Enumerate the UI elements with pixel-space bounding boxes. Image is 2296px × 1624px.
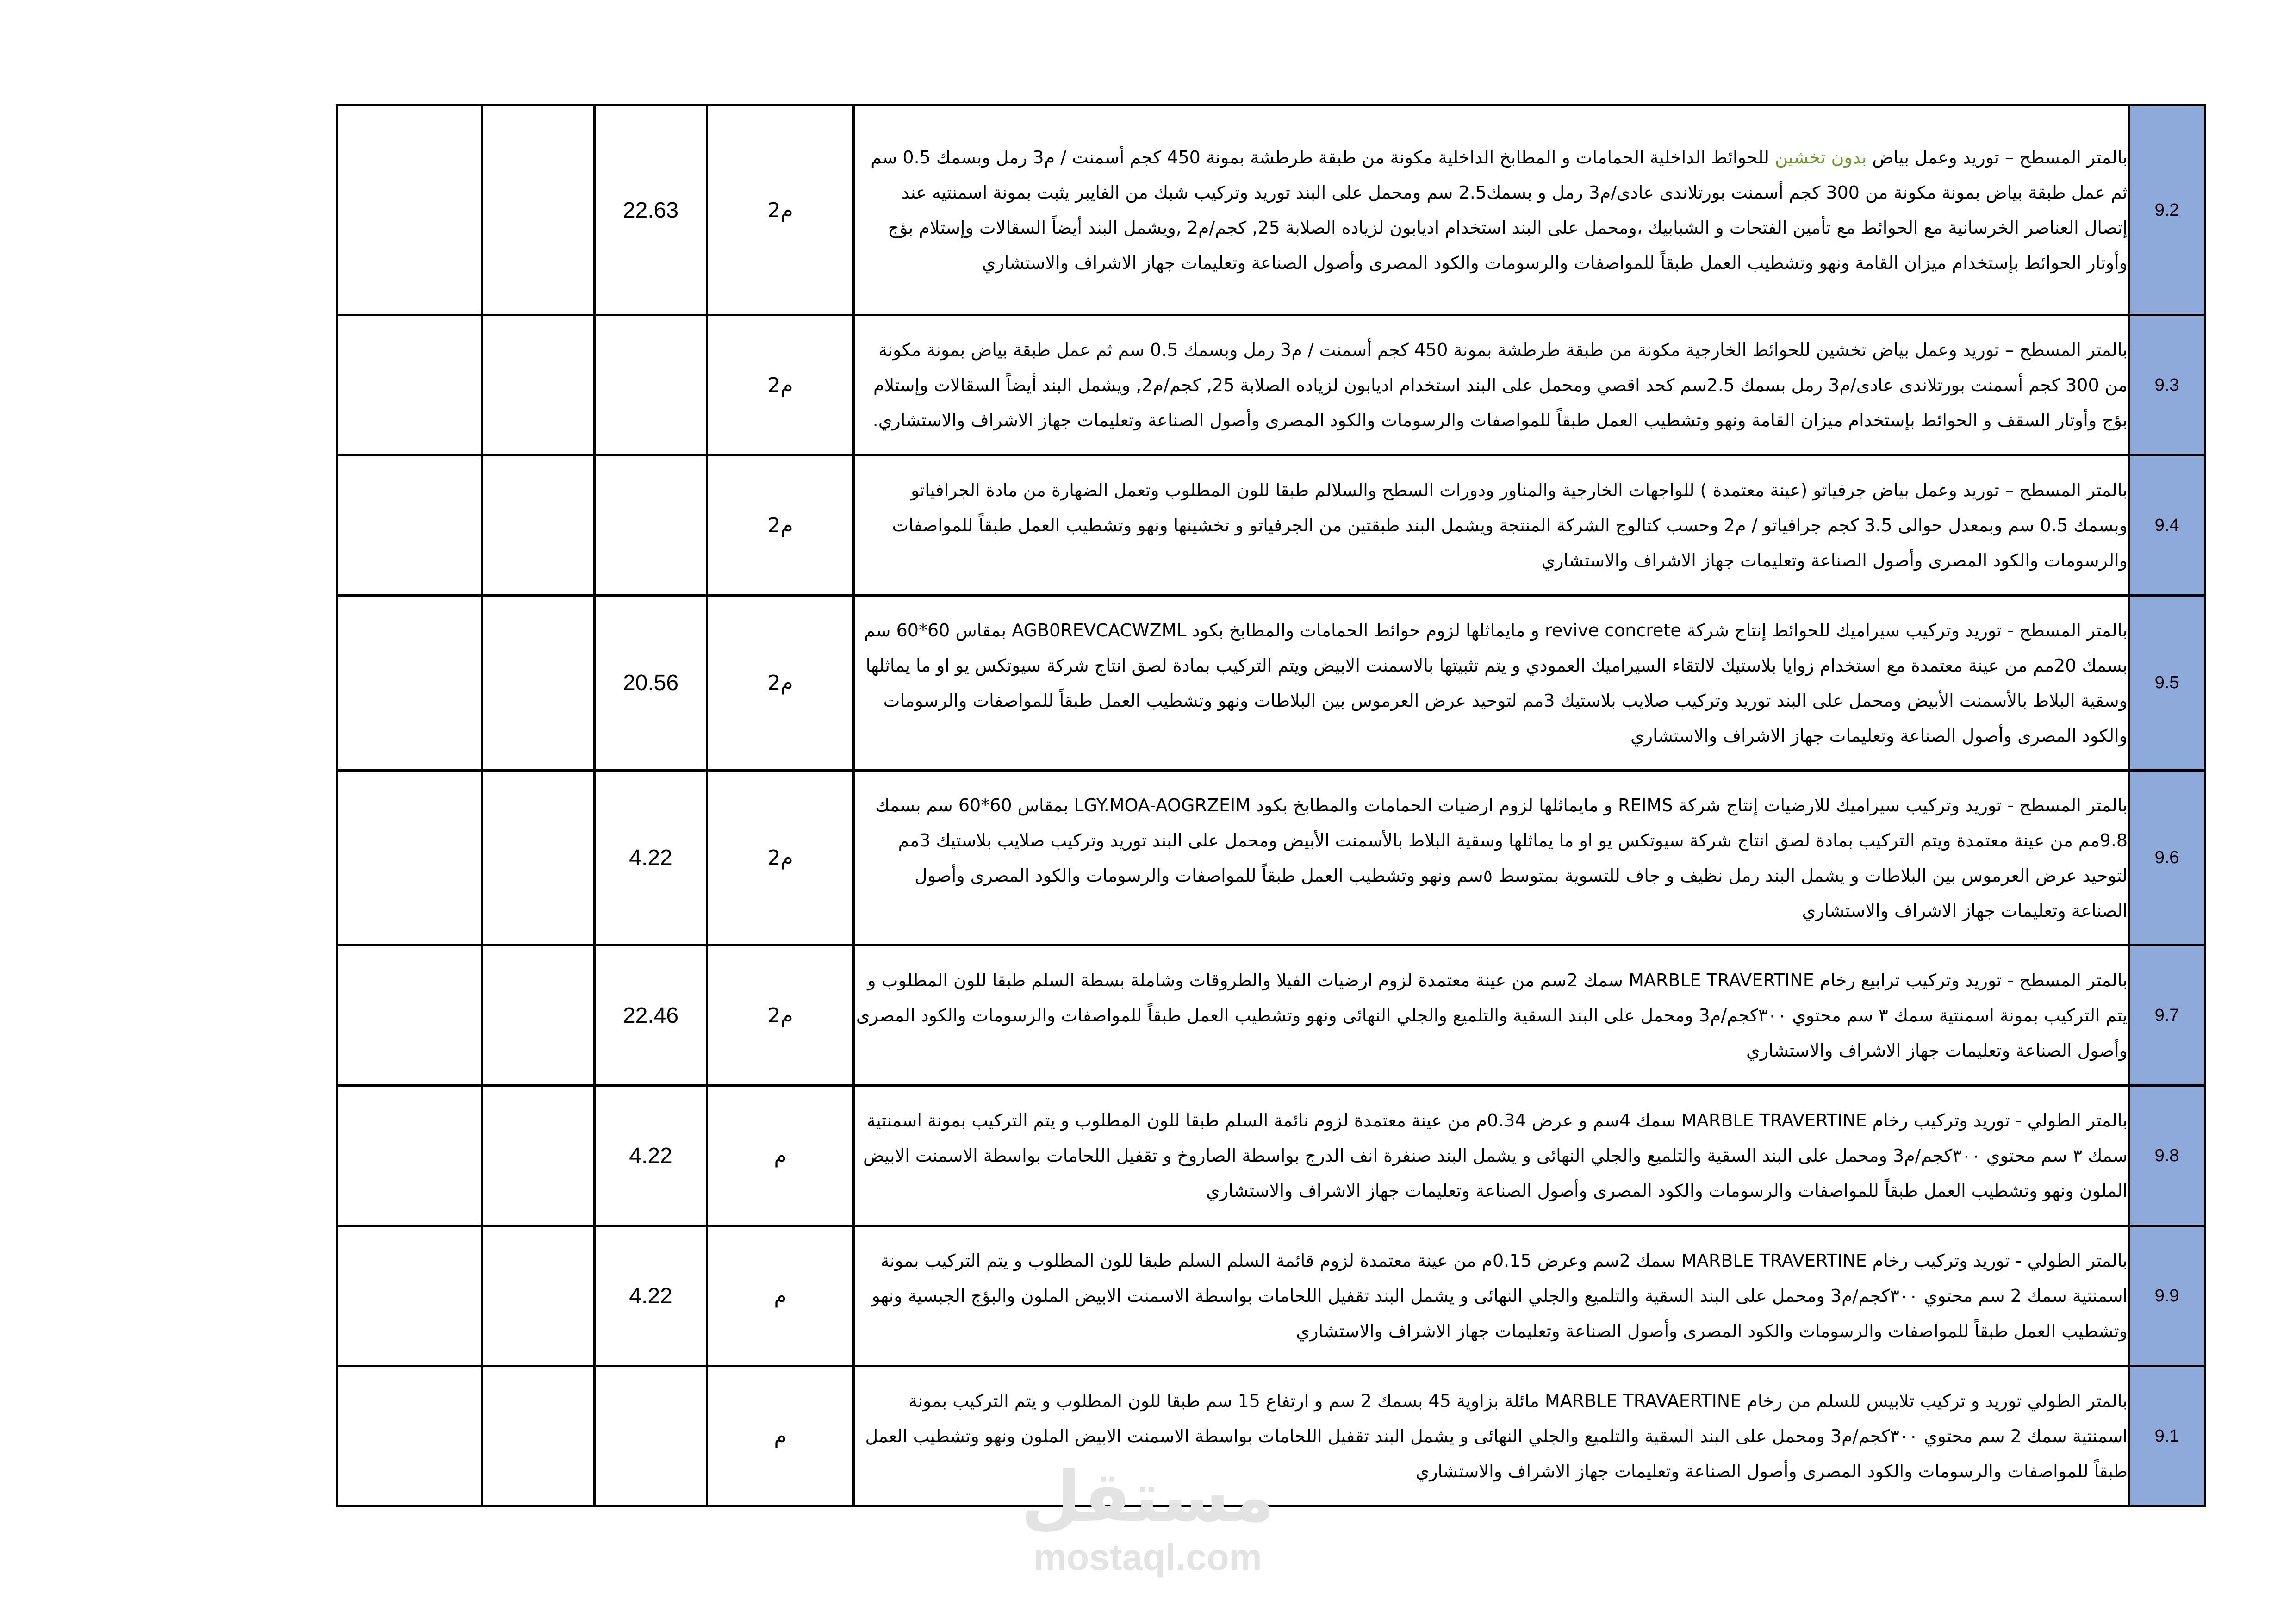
price-cell xyxy=(482,1226,595,1366)
unit-cell: م2 xyxy=(707,596,854,771)
total-cell xyxy=(337,455,482,596)
price-cell xyxy=(482,455,595,596)
item-code-cell: 9.6 xyxy=(2129,771,2205,946)
description-cell xyxy=(854,771,2129,946)
description-text: بالمتر الطولي توريد و تركيب تلابيس للسلم من رخام MARBLE TRAVAERTINE مائلة بزاوية 45 بسمك 2 سم و ارتفاع 15 سم طبقا للون المطلوب و يتم التركيب بمونة اسمنتية سمك 2 سم محتوي ٣٠٠كجم/م3 ومحمل على البند السقية والتلميع والجلي النهائى و يشمل البند تقفيل اللحامات بواسطة الاسمنت الابيض الملون ونهو وتشطيب العمل طبقاً للمواصفات والرسومات والكود المصرى وأصول الصناعة وتعليمات جهاز الاشراف والاستشاري xyxy=(865,1391,2128,1481)
item-code-cell: 9.5 xyxy=(2129,596,2205,771)
description-cell xyxy=(854,1086,2129,1226)
table-row xyxy=(337,106,2205,315)
description-text: بالمتر الطولي - توريد وتركيب رخام MARBLE TRAVERTINE سمك 2سم وعرض 0.15م من عينة معتمدة لزوم قائمة السلم السلم طبقا للون المطلوب و يتم التركيب بمونة اسمنتية سمك 2 سم محتوي ٣٠٠كجم/م3 ومحمل على البند السقية والتلميع والجلي النهائى و يشمل البند تقفيل اللحامات بواسطة الاسمنت الابيض الملون والبؤج الجبسية ونهو وتشطيب العمل طبقاً للمواصفات والرسومات والكود المصرى وأصول الصناعة وتعليمات جهاز الاشراف والاستشاري xyxy=(871,1251,2128,1341)
total-cell xyxy=(337,771,482,946)
price-cell xyxy=(482,946,595,1086)
total-cell xyxy=(337,1366,482,1506)
item-code-cell: 9.1 xyxy=(2129,1366,2205,1506)
quantity-cell: 22.63 xyxy=(595,106,707,315)
unit-cell: م xyxy=(707,1366,854,1506)
watermark-arabic: مستقل xyxy=(1020,1457,1275,1537)
description-text: بالمتر المسطح – توريد وعمل بياض xyxy=(1867,147,2128,168)
table-row xyxy=(337,1086,2205,1226)
price-cell xyxy=(482,315,595,455)
description-text: بالمتر المسطح – توريد وعمل بياض تخشين للحوائط الخارجية مكونة من طبقة طرطشة بمونة 450 كجم أسمنت / م3 رمل وبسمك 0.5 سم ثم عمل طبقة بياض بمونة مكونة من 300 كجم أسمنت بورتلاندى عادى/م3 رمل بسمك 2.5سم كحد اقصي ومحمل على البند استخدام اديابون لزياده الصلابة 25, كجم/م2, ويشمل البند أيضاً السقالات وإستلام بؤج وأوتار السقف و الحوائط بإستخدام ميزان القامة ونهو وتشطيب العمل طبقاً للمواصفات والرسومات والكود المصرى وأصول الصناعة وتعليمات جهاز الاشراف والاستشاري. xyxy=(872,340,2128,430)
description-text-cont: للحوائط الداخلية الحمامات و المطابخ الداخلية مكونة من طبقة طرطشة بمونة 450 كجم أسمنت / م3 رمل وبسمك 0.5 سم ثم عمل طبقة بياض بمونة مكونة من 300 كجم أسمنت بورتلاندى عادى/م3 رمل و بسمك2.5 سم ومحمل على البند توريد وتركيب شبك من الفايبر يثبت بمونة اسمنتيه عند إتصال العناصر الخرسانية مع الحوائط مع تأمين الفتحات و الشبابيك ،ومحمل على البند استخدام اديابون لزياده الصلابة 25, كجم/م2 ,ويشمل البند أيضاً السقالات وإستلام بؤج وأوتار الحوائط بإستخدام ميزان القامة ونهو وتشطيب العمل طبقاً للمواصفات والرسومات والكود المصرى وأصول الصناعة وتعليمات جهاز الاشراف والاستشاري xyxy=(871,147,2128,273)
watermark-latin: mostaql.com xyxy=(1033,1537,1262,1578)
unit-cell: م2 xyxy=(707,455,854,596)
description-text: بالمتر المسطح - توريد وتركيب سيراميك للارضيات إنتاج شركة REIMS و مايماثلها لزوم ارضيات الحمامات والمطابخ بكود LGY.MOA-AOGRZEIM بمقاس 60*60 سم بسمك 9.8مم من عينة معتمدة ويتم التركيب بمادة لصق انتاج شركة سيوتكس يو او ما يماثلها وسقية البلاط بالأسمنت الأبيض ومحمل على البند توريد وتركيب صلايب بلاستيك 3مم لتوحيد عرض العرموس بين البلاطات و يشمل البند رمل نظيف و جاف للتسوية بمتوسط ٥سم ونهو وتشطيب العمل طبقاً للمواصفات والرسومات والكود المصرى وأصول الصناعة وتعليمات جهاز الاشراف والاستشاري xyxy=(875,795,2128,921)
unit-cell: م xyxy=(707,1086,854,1226)
description-cell xyxy=(854,1366,2129,1506)
quantity-cell: 4.22 xyxy=(595,1226,707,1366)
total-cell xyxy=(337,1226,482,1366)
quantity-cell: 4.22 xyxy=(595,1086,707,1226)
table-row xyxy=(337,771,2205,946)
item-code-cell: 9.2 xyxy=(2129,106,2205,315)
total-cell xyxy=(337,315,482,455)
description-text: بالمتر المسطح - توريد وتركيب ترابيع رخام MARBLE TRAVERTINE سمك 2سم من عينة معتمدة لزوم ارضيات الفيلا والطروقات وشاملة بسطة السلم طبقا للون المطلوب و يتم التركيب بمونة اسمنتية سمك ٣ سم محتوي ٣٠٠كجم/م3 ومحمل على البند السقية والتلميع والجلي النهائى ونهو وتشطيب العمل طبقاً للمواصفات والرسومات والكود المصرى وأصول الصناعة وتعليمات جهاز الاشراف والاستشاري xyxy=(856,970,2128,1061)
quantity-cell: 22.46 xyxy=(595,946,707,1086)
price-cell xyxy=(482,771,595,946)
unit-cell: م xyxy=(707,1226,854,1366)
total-cell xyxy=(337,946,482,1086)
boq-table xyxy=(336,104,2206,1507)
table-row xyxy=(337,315,2205,455)
description-cell xyxy=(854,455,2129,596)
description-cell xyxy=(854,1226,2129,1366)
unit-cell: م2 xyxy=(707,106,854,315)
quantity-cell xyxy=(595,1366,707,1506)
item-code-cell: 9.4 xyxy=(2129,455,2205,596)
table-row xyxy=(337,1226,2205,1366)
price-cell xyxy=(482,596,595,771)
table-row xyxy=(337,596,2205,771)
table-row xyxy=(337,455,2205,596)
table-row xyxy=(337,946,2205,1086)
total-cell xyxy=(337,106,482,315)
table-row xyxy=(337,1366,2205,1506)
price-cell xyxy=(482,106,595,315)
description-cell xyxy=(854,946,2129,1086)
description-highlight: بدون تخشين xyxy=(1775,147,1867,168)
unit-cell: م2 xyxy=(707,946,854,1086)
unit-cell: م2 xyxy=(707,315,854,455)
item-code-cell: 9.3 xyxy=(2129,315,2205,455)
description-cell xyxy=(854,106,2129,315)
item-code-cell: 9.7 xyxy=(2129,946,2205,1086)
quantity-cell: 20.56 xyxy=(595,596,707,771)
total-cell xyxy=(337,1086,482,1226)
description-text: بالمتر الطولي - توريد وتركيب رخام MARBLE TRAVERTINE سمك 4سم و عرض 0.34م من عينة معتمدة لزوم نائمة السلم طبقا للون المطلوب و يتم التركيب بمونة اسمنتية سمك ٣ سم محتوي ٣٠٠كجم/م3 ومحمل على البند السقية والتلميع والجلي النهائى و يشمل البند صنفرة انف الدرج بواسطة الصاروخ و تقفيل اللحامات بواسطة الاسمنت الابيض الملون ونهو وتشطيب العمل طبقاً للمواصفات والرسومات والكود المصرى وأصول الصناعة وتعليمات جهاز الاشراف والاستشاري xyxy=(863,1110,2128,1201)
unit-cell: م2 xyxy=(707,771,854,946)
description-text: بالمتر المسطح - توريد وتركيب سيراميك للحوائط إنتاج شركة revive concrete و مايماثلها لزوم حوائط الحمامات والمطابخ بكود AGB0REVCACWZML بمقاس 60*60 سم بسمك 20مم من عينة معتمدة مع استخدام زوايا بلاستيك لالتقاء السيراميك العمودي و يتم تثبيتها بالاسمنت الابيض ويتم التركيب بمادة لصق انتاج شركة سيوتكس يو او ما يماثلها وسقية البلاط بالأسمنت الأبيض ومحمل على البند توريد وتركيب صلايب بلاستيك 3مم لتوحيد عرض العرموس بين البلاطات ونهو وتشطيب العمل طبقاً للمواصفات والرسومات والكود المصرى وأصول الصناعة وتعليمات جهاز الاشراف والاستشاري xyxy=(864,620,2128,746)
quantity-cell: 4.22 xyxy=(595,771,707,946)
description-cell xyxy=(854,596,2129,771)
description-cell xyxy=(854,315,2129,455)
price-cell xyxy=(482,1366,595,1506)
item-code-cell: 9.8 xyxy=(2129,1086,2205,1226)
total-cell xyxy=(337,596,482,771)
price-cell xyxy=(482,1086,595,1226)
quantity-cell xyxy=(595,455,707,596)
quantity-cell xyxy=(595,315,707,455)
item-code-cell: 9.9 xyxy=(2129,1226,2205,1366)
description-text: بالمتر المسطح – توريد وعمل بياض جرفياتو (عينة معتمدة ) للواجهات الخارجية والمناور ودورات السطح والسلالم طبقا للون المطلوب وتعمل الضهارة من مادة الجرافياتو وبسمك 0.5 سم وبمعدل حوالى 3.5 كجم جرافياتو / م2 وحسب كتالوج الشركة المنتجة ويشمل البند طبقتين من الجرفياتو و تخشينها ونهو وتشطيب العمل طبقاً للمواصفات والرسومات والكود المصرى وأصول الصناعة وتعليمات جهاز الاشراف والاستشاري xyxy=(892,480,2128,571)
